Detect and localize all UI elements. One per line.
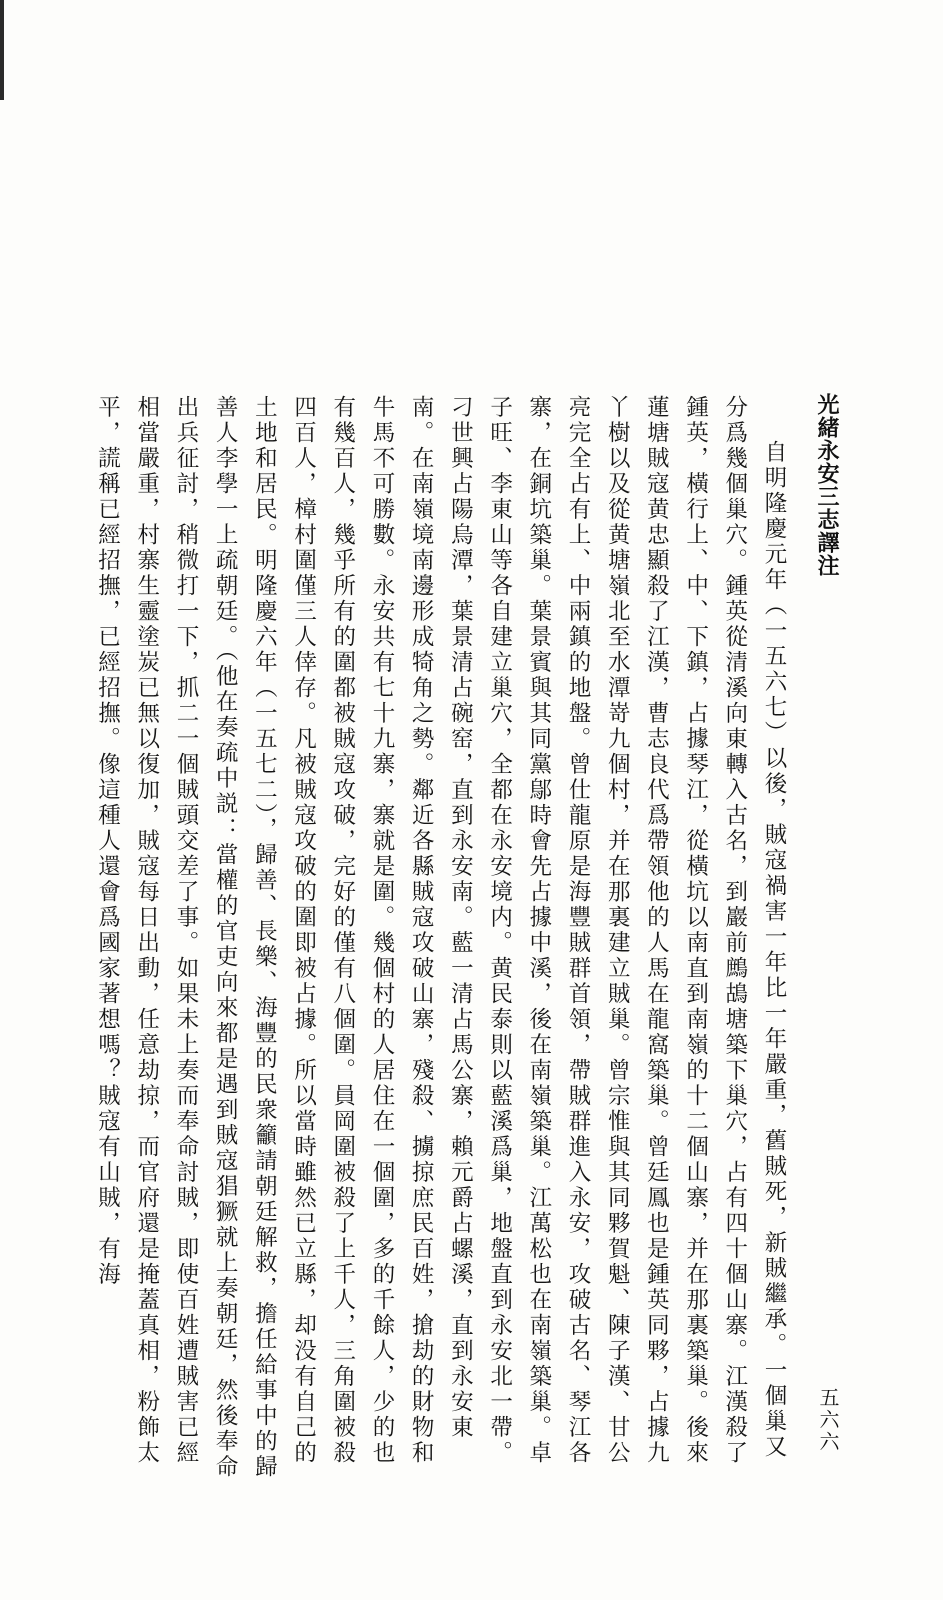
running-head-title: 光緒永安三志譯注 <box>814 393 840 577</box>
binding-edge-mark <box>0 0 10 100</box>
body-paragraph: 自明隆慶元年（一五六七）以後，賊寇禍害一年比一年嚴重，舊賊死，新賊繼承。一個巢又分爲幾個巢穴。鍾英從清溪向東轉入古名，到巖前鷓鴣塘築下巢穴，占有四十個山寨。江漢殺了鍾英，橫行上、中、下鎮，占據琴江，從橫坑以南直到南嶺的十二個山寨，并在那裏築巢。後來蓮塘賊寇黄忠顯殺了江漢，曹志良代爲帶領他的人馬在龍窩築巢。曾廷鳳也是鍾英同夥，占據九丫樹以及從黄塘嶺北至水潭嵜九個村，并在那裏建立賊巢。曾宗惟與其同夥賀魁、陳子漢、甘公亮完全占有上、中兩鎮的地盤。曾仕龍原是海豐賊群首領，帶賊群進入永安，攻破古名、琴江各寨，在銅坑築巢。葉景賓與其同黨鄔時會先占據中溪，後在南嶺築巢。江萬松也在南嶺築巢。卓子旺、李東山等各自建立巢穴，全都在永安境内。黄民泰則以藍溪爲巢，地盤直到永安北一帶。刁世興占陽烏潭，葉景清占碗窑，直到永安南。藍一清占馬公寨，賴元爵占螺溪，直到永安東南。在南嶺境南邊形成犄角之勢。鄰近各縣賊寇攻破山寨，殘殺、擄掠庶民百姓，搶劫的財物和牛馬不可勝數。永安共有七十九寨，寨就是圍。幾個村的人居住在一個圍，多的千餘人，少的也有幾百人，幾乎所有的圍都被賊寇攻破，完好的僅有八個圍。員岡圍被殺了上千人，三角圍被殺四百人，樟村圍僅三人倖存。凡被賊寇攻破的圍即被占據。所以當時雖然已立縣，却没有自己的土地和居民。明隆慶六年（一五七二），歸善、長樂、海豐的民衆籲請朝廷解救，擔任給事中的歸善人李學一上疏朝廷。（他在奏疏中説：當權的官吏向來都是遇到賊寇猖獗就上奏朝廷，然後奉命出兵征討，稍微打一下，抓二一個賊頭交差了事。如果未上奏而奉命討賊，即使百姓遭賊害已經相當嚴重，村寨生靈塗炭已無以復加，賊寇每日出動，任意劫掠，而官府還是掩蓋真相，粉飾太平，謊稱已經招撫，已經招撫。像這種人還會爲國家著想嗎？賊寇有山賊，有海 <box>94 395 787 1481</box>
page-number: 五六六 <box>816 1387 840 1453</box>
body-text-block <box>87 395 793 1485</box>
